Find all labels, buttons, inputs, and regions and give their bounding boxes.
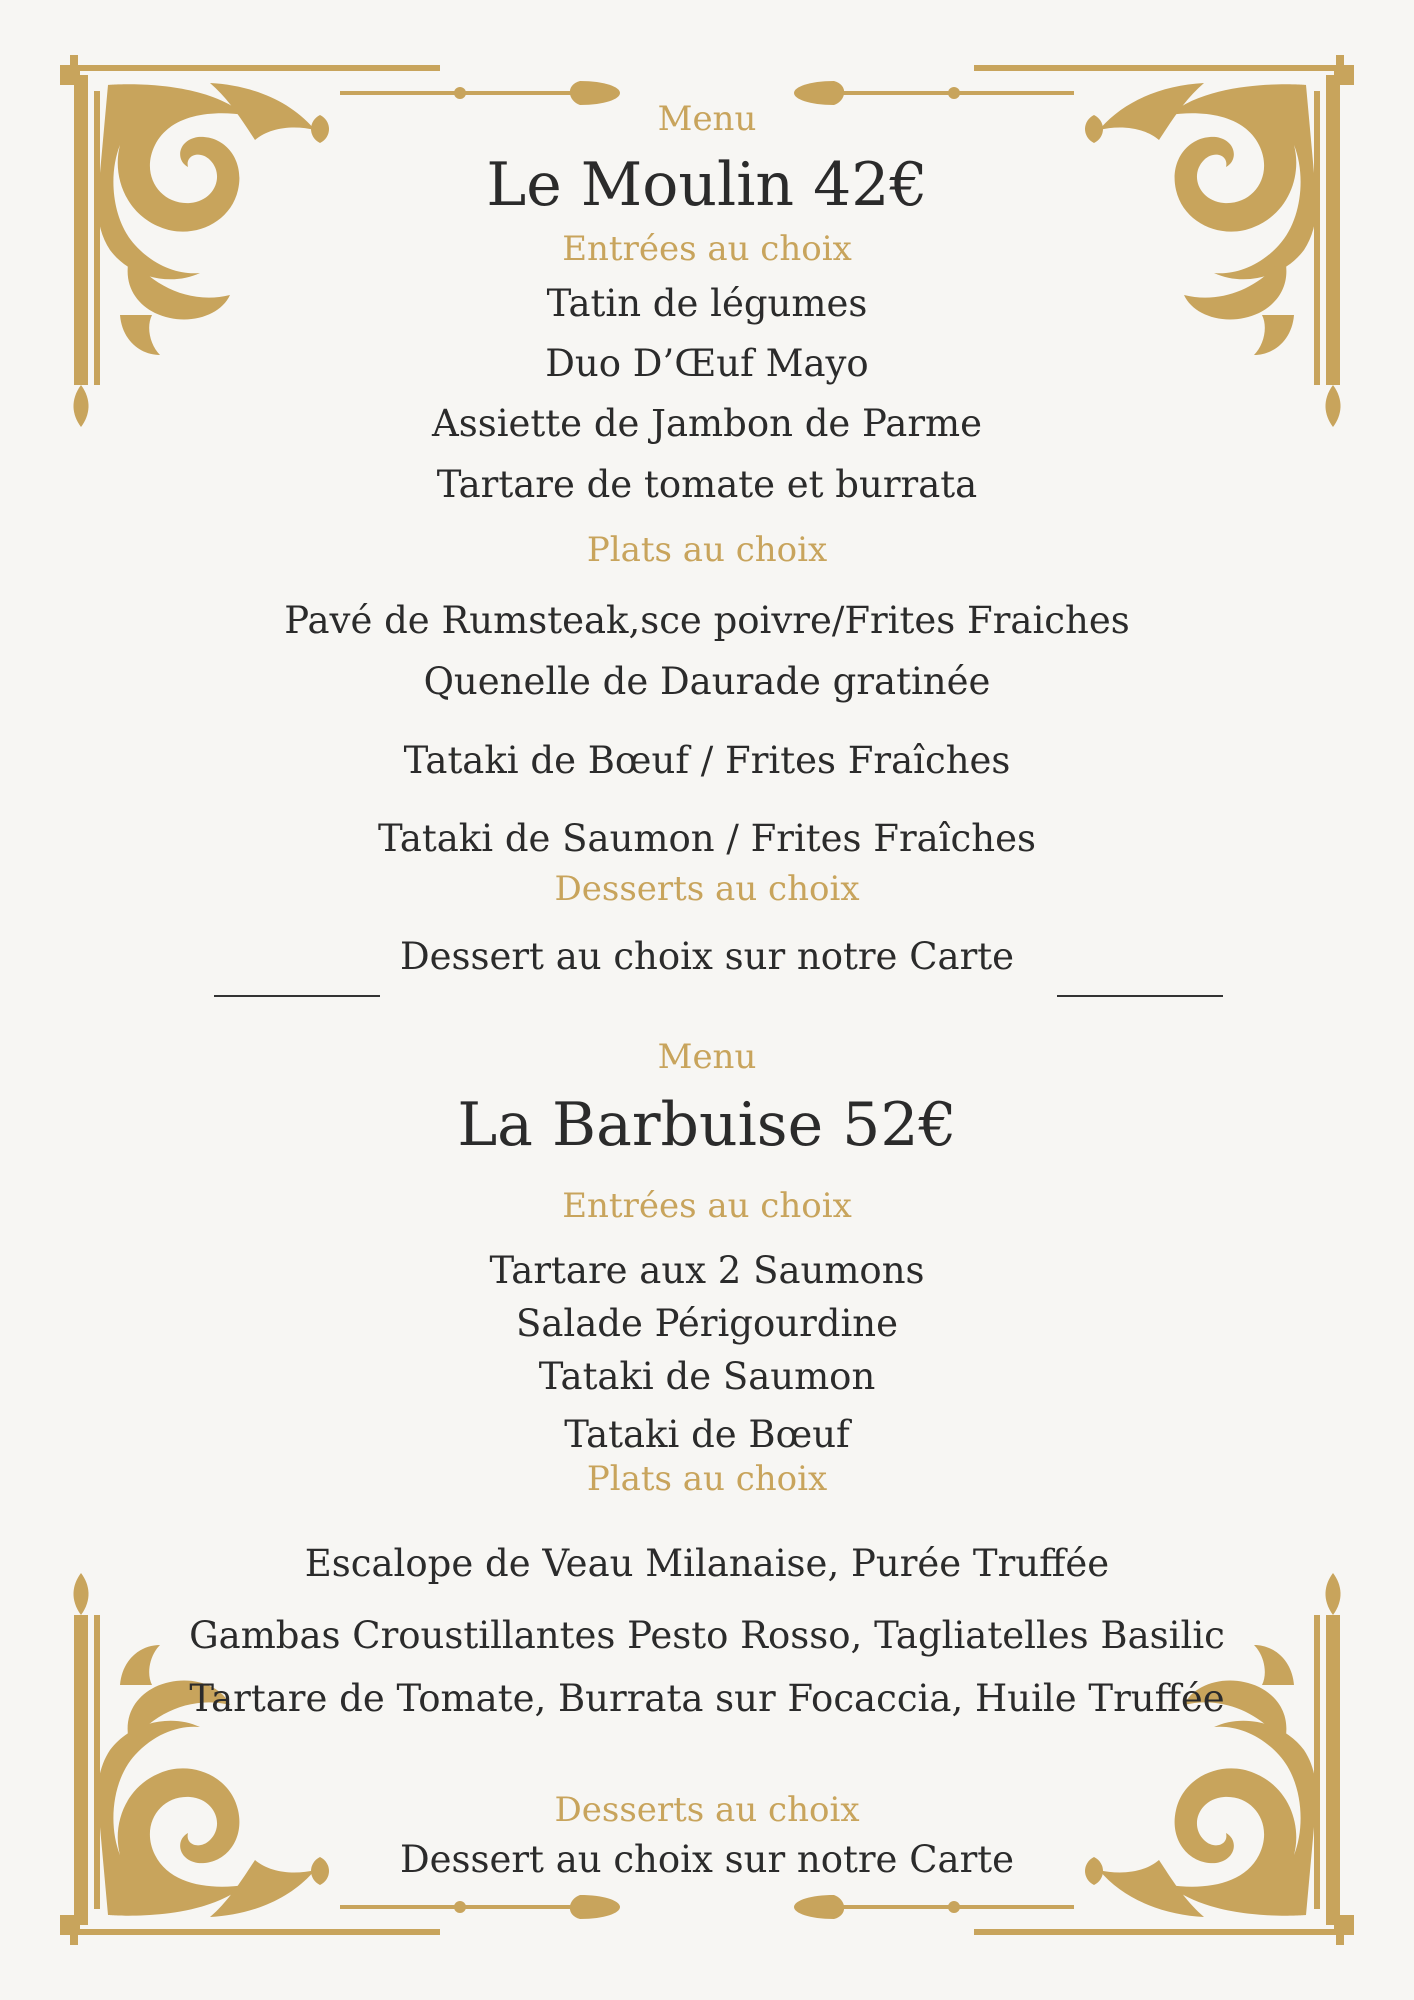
corner-flourish-bottom-left-icon bbox=[60, 1545, 620, 1945]
menu-1-title: Le Moulin 42€ bbox=[486, 150, 928, 220]
menu-2-entree-item: Salade Périgourdine bbox=[515, 1302, 898, 1345]
corner-flourish-bottom-right-icon bbox=[794, 1545, 1354, 1945]
menu-2-label: Menu bbox=[657, 1037, 757, 1077]
menu-1-plat-item: Pavé de Rumsteak,sce poivre/Frites Fraiches bbox=[284, 599, 1130, 642]
menu-1-entrees-heading: Entrées au choix bbox=[562, 229, 852, 269]
separator-rule-right bbox=[1057, 995, 1223, 997]
menu-1-entree-item: Tartare de tomate et burrata bbox=[436, 463, 978, 506]
menu-1-entree-item: Tatin de légumes bbox=[546, 282, 868, 325]
menu-1-dessert-item: Dessert au choix sur notre Carte bbox=[399, 935, 1015, 978]
menu-2-entree-item: Tataki de Bœuf bbox=[564, 1413, 850, 1456]
separator-rule-left bbox=[214, 995, 380, 997]
menu-2-dessert-item: Dessert au choix sur notre Carte bbox=[399, 1838, 1015, 1881]
menu-1-plat-item: Quenelle de Daurade gratinée bbox=[423, 660, 991, 703]
menu-1-entree-item: Duo D’Œuf Mayo bbox=[545, 342, 869, 385]
menu-2-plats-heading: Plats au choix bbox=[586, 1459, 828, 1499]
menu-2-plat-item: Escalope de Veau Milanaise, Purée Truffée bbox=[304, 1542, 1110, 1585]
menu-2-plat-item: Tartare de Tomate, Burrata sur Focaccia, Huile Truffée bbox=[189, 1677, 1225, 1720]
menu-2-entree-item: Tartare aux 2 Saumons bbox=[489, 1249, 925, 1292]
menu-2-desserts-heading: Desserts au choix bbox=[554, 1790, 860, 1830]
menu-1-plat-item: Tataki de Saumon / Frites Fraîches bbox=[378, 817, 1036, 860]
menu-2-entree-item: Tataki de Saumon bbox=[538, 1355, 876, 1398]
menu-1-label: Menu bbox=[657, 99, 757, 139]
menu-2-title: La Barbuise 52€ bbox=[457, 1090, 957, 1160]
menu-1-desserts-heading: Desserts au choix bbox=[554, 869, 860, 909]
menu-1-plat-item: Tataki de Bœuf / Frites Fraîches bbox=[403, 739, 1011, 782]
menu-1-plats-heading: Plats au choix bbox=[586, 530, 828, 570]
menu-2-plat-item: Gambas Croustillantes Pesto Rosso, Tagliatelles Basilic bbox=[189, 1614, 1225, 1657]
menu-1-entree-item: Assiette de Jambon de Parme bbox=[432, 402, 982, 445]
menu-2-entrees-heading: Entrées au choix bbox=[562, 1186, 852, 1226]
